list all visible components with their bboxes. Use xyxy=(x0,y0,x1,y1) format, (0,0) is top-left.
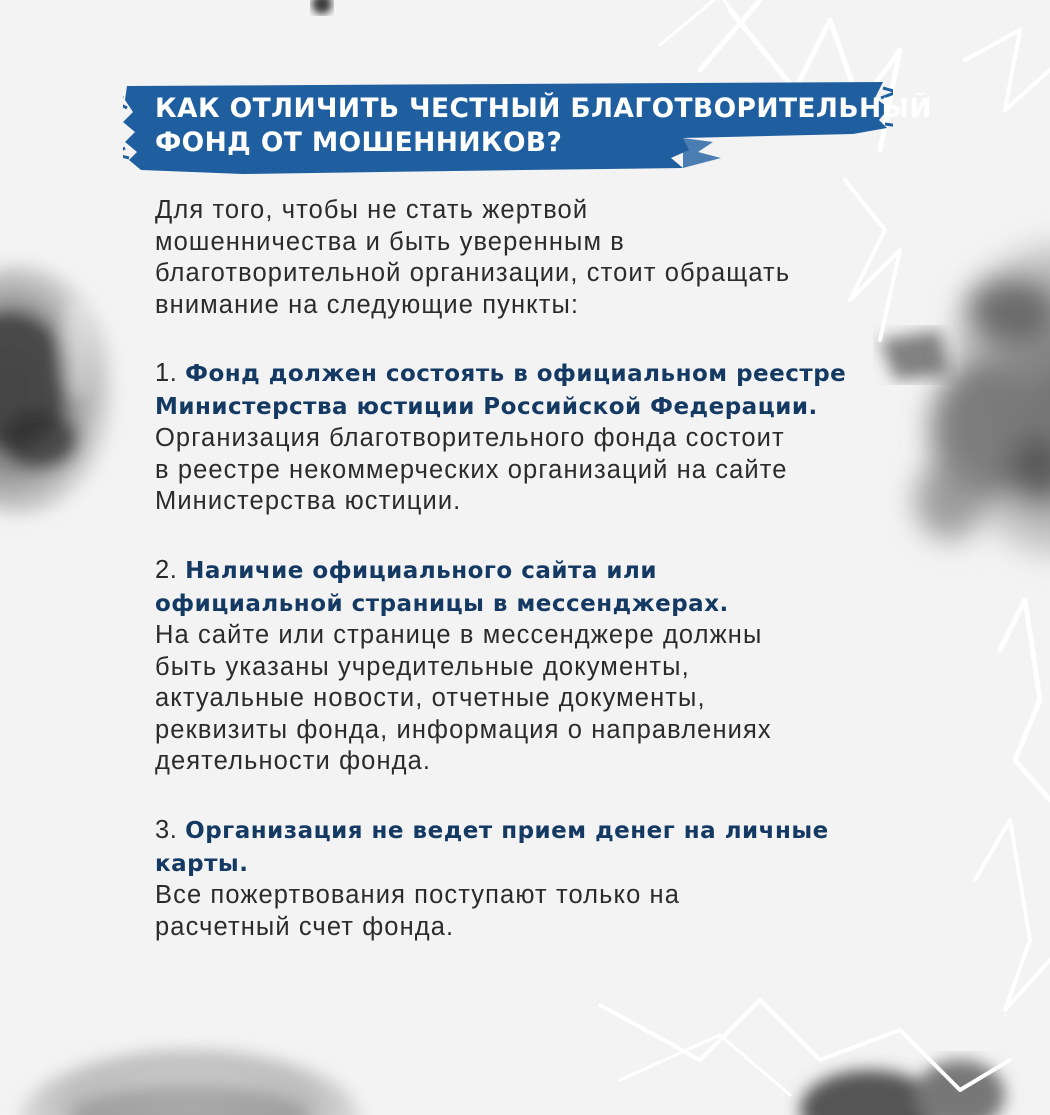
point-body-line: реквизиты фонда, информация о направлениях xyxy=(155,715,772,744)
title-line-1: КАК ОТЛИЧИТЬ ЧЕСТНЫЙ БЛАГОТВОРИТЕЛЬНЫЙ xyxy=(155,93,932,124)
point-body-line: деятельности фонда. xyxy=(155,747,432,775)
point-body-line: Все пожертвования поступают только на xyxy=(155,881,681,909)
point-1-body xyxy=(155,423,895,518)
point-body-line: Министерства юстиции. xyxy=(155,487,462,515)
point-2 xyxy=(155,555,895,778)
piggy-bank-photo xyxy=(915,240,1050,560)
point-3-body xyxy=(155,880,895,943)
point-title-line: Фонд должен состоять в официальном реестре xyxy=(185,361,847,387)
point-title-line: Организация не ведет прием денег на личные xyxy=(185,818,829,844)
point-body-line: в реестре некоммерческих организаций на сайте xyxy=(155,455,788,484)
point-1-title xyxy=(155,358,895,423)
point-number: 1. xyxy=(155,359,178,387)
headline-banner xyxy=(123,78,932,178)
point-number: 2. xyxy=(155,556,178,584)
intro-line: благотворительной организации, стоит обращать xyxy=(155,259,791,287)
point-body-line: расчетный счет фонда. xyxy=(155,912,455,941)
point-body-line: На сайте или странице в мессенджере должны xyxy=(155,621,763,649)
title-line-2: ФОНД ОТ МОШЕННИКОВ? xyxy=(155,127,563,158)
intro-line: Для того, чтобы не стать жертвой xyxy=(155,196,589,224)
point-title-line: карты. xyxy=(155,850,249,877)
point-title-line: официальной страницы в мессенджерах. xyxy=(155,590,729,617)
point-2-body xyxy=(155,620,895,778)
point-body-line: актуальные новости, отчетные документы, xyxy=(155,684,706,712)
point-title-line: Министерства юстиции Российской Федерации. xyxy=(155,393,818,420)
point-3 xyxy=(155,815,895,943)
point-body-line: быть указаны учредительные документы, xyxy=(155,652,690,681)
intro-line: мошенничества и быть уверенным в xyxy=(155,227,625,256)
intro-paragraph xyxy=(155,195,895,321)
point-title-line: Наличие официального сайта или xyxy=(185,558,657,584)
jar-bottom-photo xyxy=(20,1050,360,1115)
point-2-title xyxy=(155,555,895,620)
page-title xyxy=(155,92,932,160)
jar-left-photo xyxy=(0,265,115,515)
point-3-title xyxy=(155,815,895,880)
point-body-line: Организация благотворительного фонда состоит xyxy=(155,424,785,452)
point-1 xyxy=(155,358,895,518)
point-number: 3. xyxy=(155,816,178,844)
intro-line: внимание на следующие пункты: xyxy=(155,290,580,319)
